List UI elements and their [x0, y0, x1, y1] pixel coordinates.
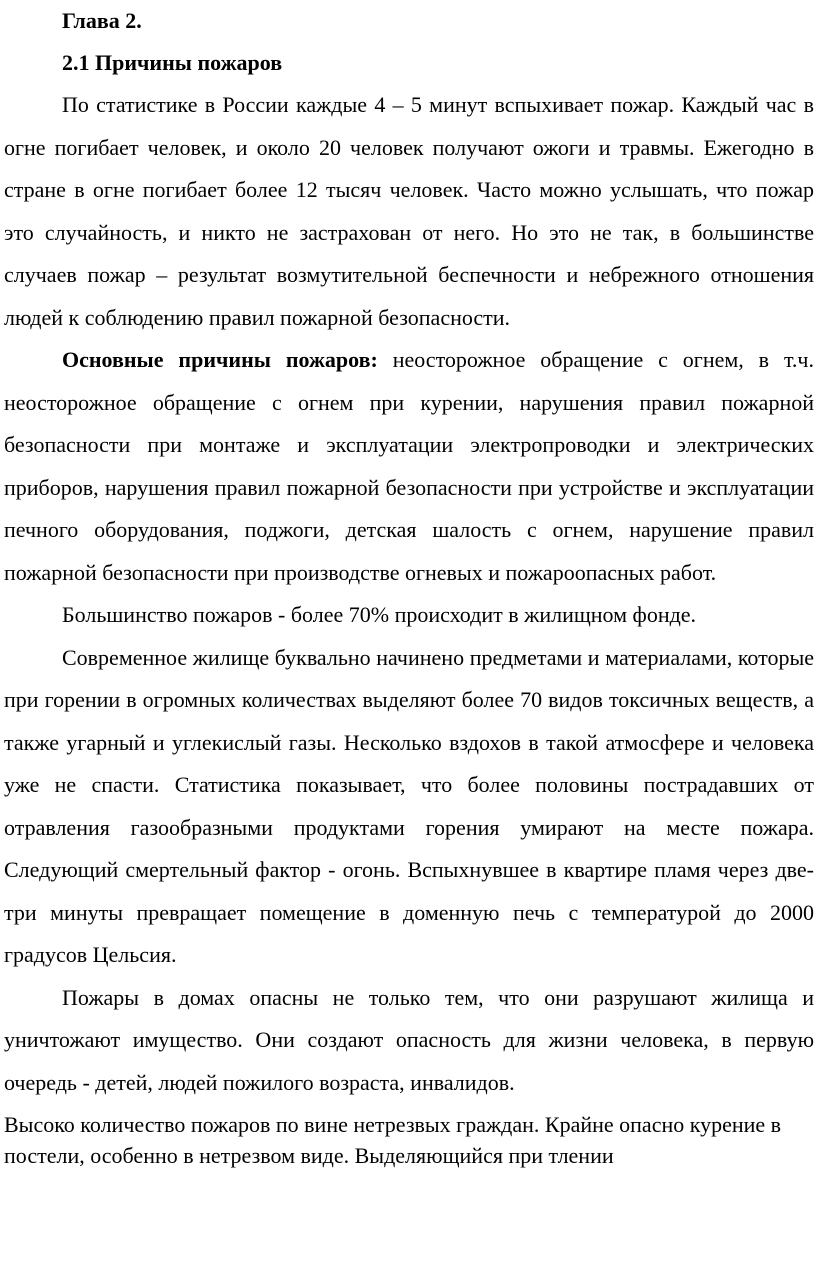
- paragraph-home-fires-danger: Пожары в домах опасны не только тем, что они разрушают жилища и уничтожают имущество. Они создают опасность для жизни человека, в первую очередь - детей, людей пожилого возраста, инвалидов.: [4, 984, 814, 1095]
- paragraph-housing-share: Большинство пожаров - более 70% происходит в жилищном фонде.: [62, 602, 697, 627]
- section-title: 2.1 Причины пожаров: [62, 50, 283, 75]
- paragraph-intoxicated-citizens: Высоко количество пожаров по вине нетрезвых граждан. Крайне опасно курение в постели, особенно в нетрезвом виде. Выделяющийся при тлении: [4, 1112, 782, 1168]
- paragraph-statistics: По статистике в России каждые 4 – 5 минут вспыхивает пожар. Каждый час в огне погибает человек, и около 20 человек получают ожоги и травмы. Ежегодно в стране в огне погибает более 12 тысяч человек. Часто можно услышать, что пожар это случайность, и никто не застрахован от него. Но это не так, в большинстве случаев пожар – результат возмутительной беспечности и небрежного отношения людей к соблюдению правил пожарной безопасности.: [4, 92, 814, 330]
- chapter-label: Глава 2.: [62, 8, 142, 33]
- main-causes-lead: Основные причины пожаров:: [62, 347, 378, 372]
- paragraph-modern-dwelling: Современное жилище буквально начинено предметами и материалами, которые при горении в огромных количествах выделяют более 70 видов токсичных веществ, а также угарный и углекислый газы. Несколько вздохов в такой атмосфере и человека уже не спасти. Статистика показывает, что более половины пострадавших от отравления газообразными продуктами горения умирают на месте пожара. Следующий смертельный фактор - огонь. Вспыхнувшее в квартире пламя через две-три минуты превращает помещение в доменную печь с температурой до 2000 градусов Цельсия.: [4, 644, 814, 967]
- main-causes-text: неосторожное обращение с огнем, в т.ч. неосторожное обращение с огнем при курении, нарушения правил пожарной безопасности при монтаже и эксплуатации электропроводки и электрических приборов, нарушения правил пожарной безопасности при устройстве и эксплуатации печного оборудования, поджоги, детская шалость с огнем, нарушение правил пожарной безопасности при производстве огневых и пожароопасных работ.: [4, 347, 814, 585]
- paragraph-main-causes: [4, 339, 814, 594]
